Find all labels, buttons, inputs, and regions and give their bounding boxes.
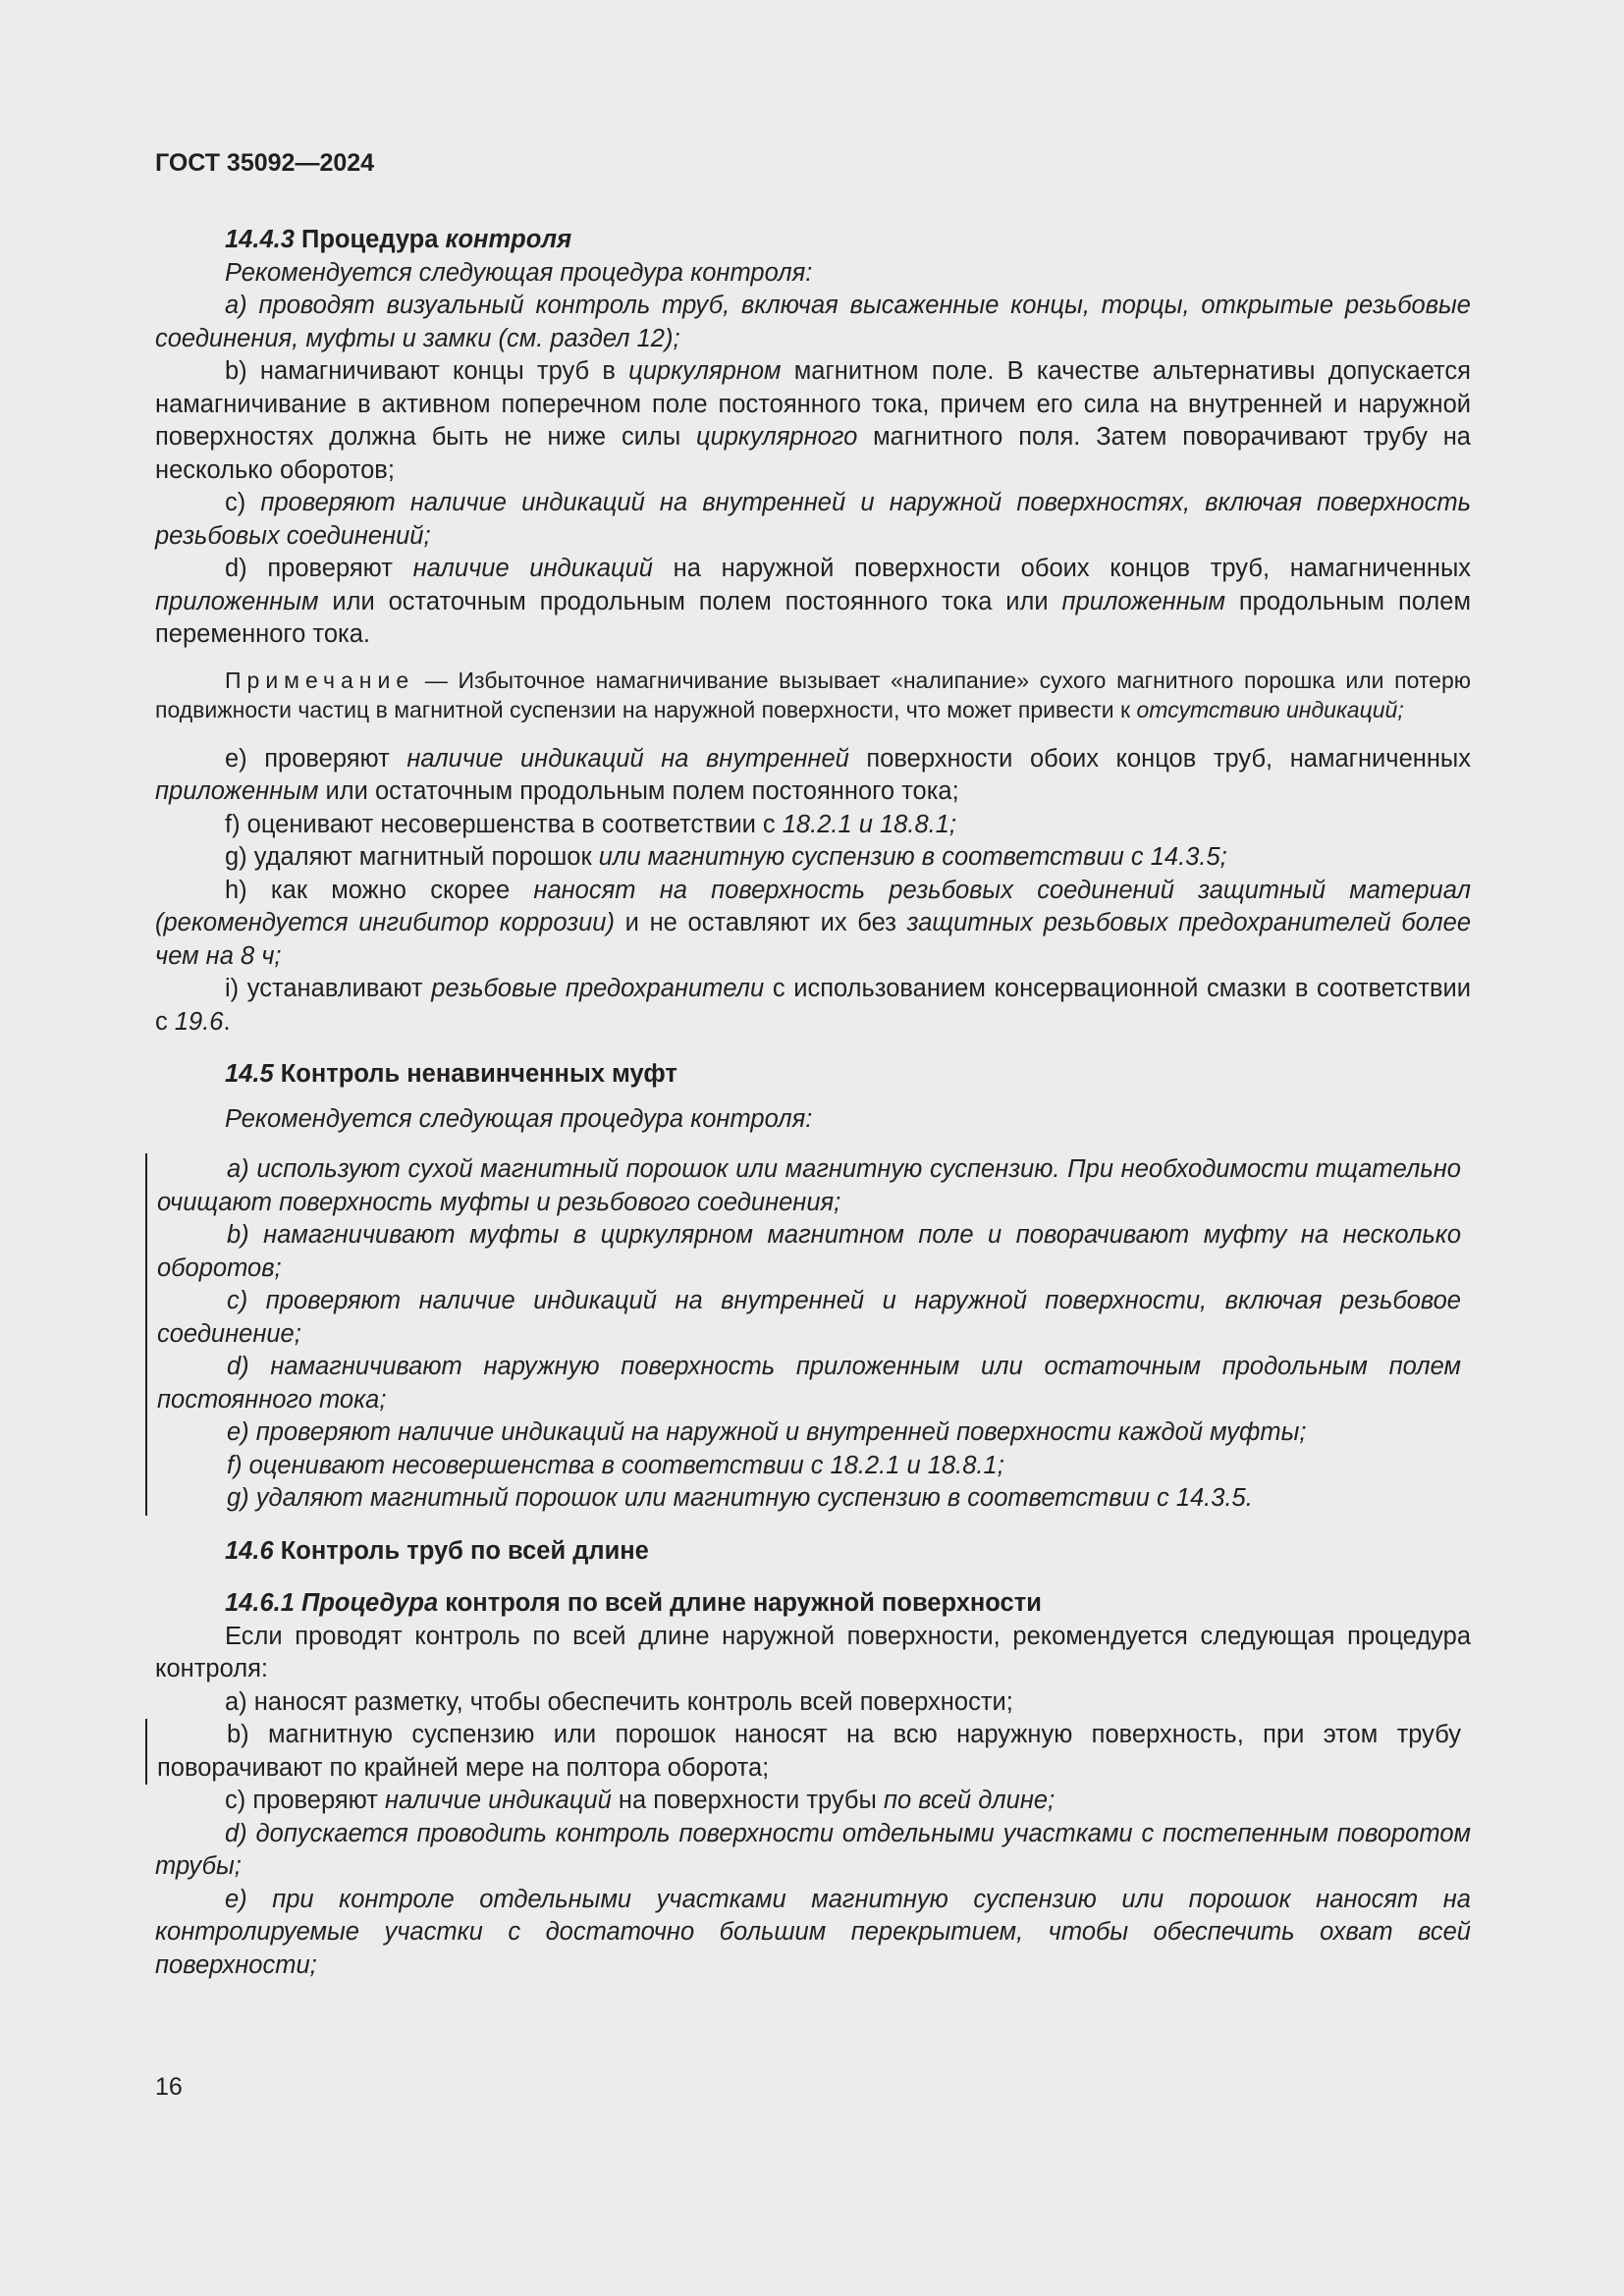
list-item-e: e) при контроле отдельными участками магнитную суспензию или порошок наносят на контролируемые участки с достаточно большим перекрытием, чтобы обеспечить охват всей поверхности; [155, 1885, 1471, 1979]
page-number: 16 [155, 2073, 183, 2101]
text-run: или остаточным продольным полем постоянного тока или [318, 587, 1062, 615]
text-run: d) проверяют [225, 555, 413, 582]
heading-title: Контроль ненавинченных муфт [280, 1060, 677, 1088]
text-run: i) устанавливают [225, 975, 432, 1002]
heading-number: 14.4.3 [225, 226, 295, 253]
note-text: — Избыточное намагничивание вызывает «налипание» сухого магнитного порошка или потерю подвижности частиц в магнитной суспензии на наружной поверхности, что может привести к [155, 667, 1471, 722]
list-item-c [155, 1785, 1471, 1818]
heading-14-4-3 [155, 224, 1471, 257]
list-item-d: d) допускается проводить контроль поверхности отдельными участками с постепенным поворотом трубы; [155, 1819, 1471, 1880]
list-item-f: f) оценивают несовершенства в соответствии с 18.2.1 и 18.8.1; [227, 1451, 1004, 1479]
text-run-italic: циркулярном [628, 357, 782, 385]
list-item-b: b) намагничивают муфты в циркулярном магнитном поле и поворачивают муфту на несколько оборотов; [157, 1221, 1461, 1282]
heading-title: контроля по всей длине наружной поверхности [445, 1589, 1042, 1617]
list-item-i [155, 973, 1471, 1039]
text-run: g) удаляют магнитный порошок [225, 843, 599, 871]
heading-14-5 [155, 1058, 1471, 1092]
list-item-c: c) проверяют наличие индикаций на внутренней и наружной поверхности, включая резьбовое соединение; [157, 1287, 1461, 1348]
text-run: на поверхности трубы [611, 1787, 884, 1814]
text-run-italic: наличие индикаций [412, 555, 653, 582]
text-run: b) намагничивают концы труб в [225, 357, 629, 385]
text-run: c) проверяют [225, 1787, 385, 1814]
list-item-a: а) используют сухой магнитный порошок или магнитную суспензию. При необходимости тщательно очищают поверхность муфты и резьбового соединения; [157, 1155, 1461, 1216]
note-paragraph [155, 666, 1471, 725]
document-body [155, 224, 1471, 1982]
text-run: f) оценивают несовершенства в соответствии с [225, 810, 783, 838]
heading-14-6-1 [155, 1587, 1471, 1621]
text-run: e) проверяют [225, 744, 407, 773]
heading-word: Процедура [301, 226, 439, 253]
list-item-e: e) проверяют наличие индикаций на наружной и внутренней поверхности каждой муфты; [227, 1418, 1307, 1446]
list-item-c [155, 487, 1471, 553]
list-item-d: d) намагничивают наружную поверхность приложенным или остаточным продольным полем постоянного тока; [157, 1353, 1461, 1414]
list-item-a: а) наносят разметку, чтобы обеспечить контроль всей поверхности; [225, 1687, 1013, 1716]
heading-number: 14.5 [225, 1060, 274, 1088]
text-run-italic: наличие индикаций на внутренней [406, 744, 849, 773]
text-run-italic: 19.6 [174, 1007, 224, 1036]
text-run-italic: наносят на поверхность резьбовых соединений защитный материал (рекомендуется ингибитор коррозии) [155, 876, 1471, 936]
text-run-italic: защитных резьбовых предохранителей более чем на 8 ч; [155, 909, 1472, 970]
text-run-italic: по всей длине; [883, 1787, 1056, 1814]
list-item-d [155, 553, 1471, 652]
text-run: поверхности обоих концов труб, намагниченных [848, 744, 1472, 773]
intro-paragraph: Рекомендуется следующая процедура контроля: [225, 258, 813, 287]
intro-paragraph: Если проводят контроль по всей длине наружной поверхности, рекомендуется следующая процедура контроля: [155, 1622, 1471, 1682]
list-item-b [155, 355, 1471, 487]
text-run-italic: проверяют наличие индикаций на внутренней и наружной поверхностях, включая поверхность резьбовых соединений; [155, 489, 1471, 550]
text-run: на наружной поверхности обоих концов труб, намагниченных [652, 555, 1472, 582]
change-bar-block [145, 1153, 1471, 1516]
text-run: или остаточным продольным полем постоянного тока; [318, 777, 959, 805]
text-run: магнитного поля. Затем поворачивают трубу на несколько оборотов; [155, 423, 1471, 484]
text-run: магнитном поле. В качестве альтернативы допускается намагничивание в активном поперечном поле постоянного тока, причем его сила на внутренней и наружной поверхностях должна быть не ниже силы [155, 357, 1471, 451]
heading-number: 14.6.1 [225, 1589, 295, 1617]
heading-number: 14.6 [225, 1536, 274, 1565]
text-run: продольным полем переменного тока. [155, 587, 1471, 648]
list-item-g [155, 841, 1471, 875]
list-item-e [155, 743, 1471, 809]
text-run-italic: или магнитную суспензию в соответствии с 14.3.5; [598, 843, 1227, 871]
text-run-italic: циркулярного [695, 423, 858, 451]
change-bar-block [145, 1719, 1471, 1785]
list-item-a: а) проводят визуальный контроль труб, включая высаженные концы, торцы, открытые резьбовые соединения, муфты и замки (см. раздел 12); [155, 292, 1471, 352]
document-header: ГОСТ 35092—2024 [155, 149, 375, 177]
list-item-g: g) удаляют магнитный порошок или магнитную суспензию в соответствии с 14.3.5. [227, 1484, 1253, 1512]
text-run: с использованием консервационной смазки в соответствии с [155, 975, 1471, 1036]
text-run-italic: резьбовые предохранители [431, 975, 765, 1002]
intro-paragraph: Рекомендуется следующая процедура контроля: [225, 1104, 813, 1133]
text-run-italic: приложенным [155, 587, 319, 615]
text-run-italic: приложенным [155, 777, 319, 805]
list-item-h [155, 875, 1471, 974]
heading-italic-word: Процедура [301, 1589, 439, 1617]
text-run: h) как можно скорее [225, 876, 534, 904]
text-run-italic: приложенным [1061, 587, 1225, 615]
text-run: и не оставляют их без [614, 909, 907, 936]
text-run: c) [225, 489, 261, 516]
note-text-italic: отсутствию индикаций; [1136, 697, 1404, 722]
list-item-f [155, 809, 1471, 842]
text-run: . [223, 1007, 231, 1036]
note-label: Примечание [225, 667, 415, 693]
heading-title: Контроль труб по всей длине [280, 1536, 649, 1565]
text-run-italic: наличие индикаций [384, 1787, 612, 1814]
heading-italic-word: контроля [445, 226, 572, 253]
heading-14-6 [155, 1535, 1471, 1569]
list-item-b: b) магнитную суспензию или порошок наносят на всю наружную поверхность, при этом трубу поворачивают по крайней мере на полтора оборота; [157, 1721, 1461, 1782]
text-run-italic: 18.2.1 и 18.8.1; [782, 810, 956, 838]
